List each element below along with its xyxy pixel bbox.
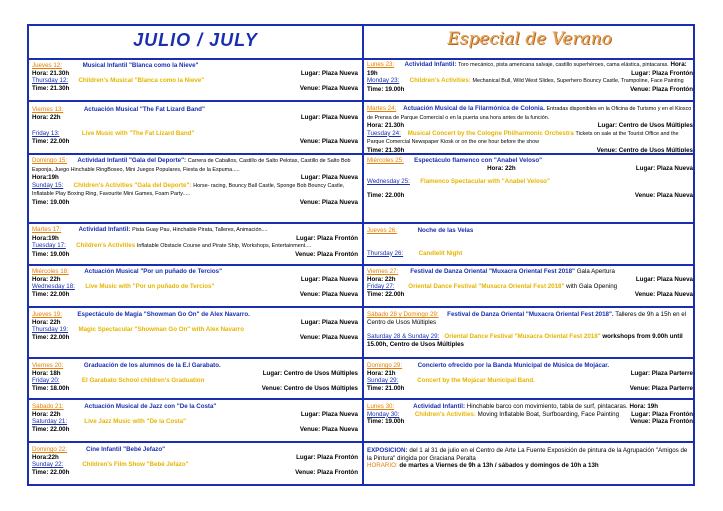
event-date-es: Viernes 27: xyxy=(367,268,399,275)
event-venue-en: Venue: Plaza Nueva xyxy=(634,290,693,298)
event-time-es: Hora: 18h xyxy=(32,369,61,377)
event-time-en: Time: 19.00h xyxy=(32,198,70,206)
event-date-es: Sábado 21: xyxy=(32,403,64,410)
event-desc-en: Inflatable Obstacle Course and Pirate Ship, Workshops, Entertainment.... xyxy=(136,243,312,250)
row-divider xyxy=(29,398,693,400)
event-venue-en: Venue: Plaza Frontón xyxy=(295,250,358,258)
event-title-en: El Garabato School children's Graduation xyxy=(81,377,205,385)
event-time-es: Hora:19h xyxy=(32,174,59,182)
event-venue-es: Lugar: Centro de Usos Múltiples xyxy=(597,122,693,130)
special-summer-title: Especial de Verano xyxy=(447,29,612,49)
event-title-en: Children's Activities xyxy=(76,242,136,250)
event-title-es: Actuación Musical "Por un puñado de Tercios" xyxy=(84,268,223,275)
row-divider xyxy=(29,100,693,102)
event-title-en: Live Music with "The Fat Lizard Band" xyxy=(81,130,195,138)
event-venue-es: Lugar: Plaza Nueva xyxy=(635,164,693,172)
event-title-es: Musical Infantil "Blanca como la Nieve" xyxy=(82,62,199,69)
row-divider xyxy=(29,58,693,60)
event-title-en: Children's Activities "Gala del Deporte": xyxy=(73,181,192,189)
event-date-en: Saturday 28 & Sunday 29: xyxy=(367,333,440,341)
event-title-es: Festival de Danza Oriental "Muxacra Oriental Fest 2018". xyxy=(447,311,614,318)
event-time-es: Hora: 22h xyxy=(32,275,61,283)
exhibition-text: del 1 al 31 de julio en el Centro de Arte La Fuente Exposición de pintura de la Agrupación "Amigos de la Pintura" dirigida por Graciana Peralta xyxy=(367,447,688,462)
calendar-frame xyxy=(27,24,695,486)
exhibition-box xyxy=(367,447,693,484)
event-venue-es: Lugar: Plaza Nueva xyxy=(300,69,358,77)
event-date-en: Monday 23: xyxy=(367,77,400,85)
event-left-4 xyxy=(32,226,358,263)
event-left-7 xyxy=(32,362,358,397)
event-venue-es: Lugar: Plaza Nueva xyxy=(300,275,358,283)
event-time-en: Time: 21.30h xyxy=(367,146,405,152)
event-date-es: Martes 24: xyxy=(367,105,397,112)
event-left-9 xyxy=(32,446,358,484)
event-venue-en: Venue: Plaza Nueva xyxy=(299,290,358,298)
event-date-en: Monday 30: xyxy=(367,410,400,418)
event-title-en: Flamenco Spectacular with "Anabel Veloso" xyxy=(420,178,550,186)
event-venue-es: Lugar: Plaza Parterre xyxy=(630,369,693,377)
event-date-en: Friday 20: xyxy=(32,377,60,385)
event-date-es: Jueves 12: xyxy=(32,62,62,69)
event-venue-es: Lugar: Plaza Nueva xyxy=(300,318,358,326)
event-date-en: Wednesday 25: xyxy=(367,178,410,186)
event-date-en: Thursday 12: xyxy=(32,77,69,85)
event-right-6 xyxy=(367,311,693,356)
event-time-es: Hora: 22h xyxy=(32,113,61,121)
event-date-es: Viernes 20: xyxy=(32,362,64,369)
event-venue-en: Venue: Plaza Nueva xyxy=(299,137,358,145)
event-desc-es: Toro mecánico, pista americana salvaje, castillo superhéroes, cama elástica, pintacaras. xyxy=(458,62,669,68)
event-date-en: Tuesday 17: xyxy=(32,242,66,250)
event-time-en: Time: 22.00h xyxy=(367,191,405,199)
event-venue-es: Lugar: Centro de Usos Múltiples xyxy=(262,369,358,377)
event-desc-en: with Gala Opening xyxy=(566,283,618,291)
event-time-en: Time: 22.00h xyxy=(32,425,70,433)
event-venue-en: Venue: Plaza Nueva xyxy=(299,198,358,206)
event-title-es: Graduación de los alumnos de la E.I Garabato. xyxy=(83,362,221,369)
event-date-es: Jueves 19: xyxy=(32,311,62,318)
event-date-es: Sábado 28 y Domingo 29: xyxy=(367,311,439,318)
event-title-es: Concierto ofrecido por la Banda Municipal de Música de Mojácar. xyxy=(417,362,610,369)
event-desc-en: Horse- racing, Bouncy Ball Castle, Sponge Bob Bouncy Castle, Inflatable Play Boxing Ring, Favourite Mini Games, Foam Party..... xyxy=(32,182,345,198)
event-date-en: Friday 13: xyxy=(32,130,60,138)
event-title-es: Espectáculo de Magia "Showman Go On" de Alex Navarro. xyxy=(77,311,250,318)
event-left-6 xyxy=(32,311,358,356)
event-date-en: Sunday 29: xyxy=(367,377,399,385)
event-desc-en: workshops from 9.00h until 15.00h, Centro de Usos Múltiples xyxy=(367,333,683,348)
event-title-en: Oriental Dance Festival "Muxacra Oriental Fest 2018" xyxy=(444,333,601,341)
event-venue-en: Venue: Centro de Usos Múltiples xyxy=(596,146,693,152)
event-title-es: Cine Infantil "Bebé Jefazo" xyxy=(86,446,166,453)
event-date-es: Domingo 29: xyxy=(367,362,403,369)
event-title-es: Actuación Musical "The Fat Lizard Band" xyxy=(83,106,205,113)
event-time-en: Time: 18.00h xyxy=(32,384,70,392)
event-venue-es: Lugar: Plaza Nueva xyxy=(635,275,693,283)
page-title: JULIO / JULY xyxy=(133,30,258,50)
event-venue-es: Lugar: Plaza Frontón xyxy=(631,69,693,77)
event-venue-es: Lugar: Plaza Nueva xyxy=(300,410,358,418)
event-time-es: Hora: 21h xyxy=(367,369,396,377)
event-time-en: Time: 19.00h xyxy=(367,418,405,426)
event-left-1 xyxy=(32,62,358,99)
event-desc-es: Entradas disponibles en la Oficina de Turismo y en el Kiosco de Prensa de Parque Comercial o en la puerta una hora antes de la función. xyxy=(367,106,692,121)
event-time-es: Hora: 21.30h xyxy=(32,69,70,77)
event-date-en: Friday 27: xyxy=(367,283,395,291)
event-time-es: Hora:19h xyxy=(32,234,59,242)
event-venue-en: Venue: Plaza Nueva xyxy=(299,333,358,341)
event-venue-en: Venue: Centro de Usos Múltiples xyxy=(261,384,358,392)
event-time-en: Time: 22.00h xyxy=(32,333,70,341)
event-time-es: Hora: 22h xyxy=(32,410,61,418)
event-desc-es: Pista Guay Pau, Hinchable Pirata, Talleres, Animación.... xyxy=(132,227,268,233)
event-date-en: Tuesday 24: xyxy=(367,129,401,137)
event-venue-en: Venue: Plaza Nueva xyxy=(299,84,358,92)
event-right-7 xyxy=(367,362,693,397)
event-venue-en: Venue: Plaza Nueva xyxy=(634,191,693,199)
event-right-1 xyxy=(367,61,693,99)
event-title-es: Festival de Danza Oriental "Muxacra Oriental Fest 2018" xyxy=(410,268,575,275)
event-time-en: Time: 22.00h xyxy=(32,137,70,145)
event-right-8 xyxy=(367,403,693,440)
event-desc-en: Moving Inflatable Boat, Surfboarding, Face Painting xyxy=(477,410,620,418)
event-time-en: Time: 19.00h xyxy=(32,250,70,258)
event-title-es: Actuación Musical de Jazz con "De la Costa" xyxy=(84,403,217,410)
event-venue-es: Lugar: Plaza Nueva xyxy=(300,174,358,182)
event-left-3 xyxy=(32,157,358,221)
schedule-text: de martes a Viernes de 9h a 13h / sábados y domingos de 10h a 13h xyxy=(399,462,599,470)
event-title-en: Children's Activities: xyxy=(414,410,476,418)
event-title-en: Concert by the Mojácar Municipal Band. xyxy=(417,377,535,385)
event-time-en: Time: 22.00h xyxy=(367,290,405,298)
event-time-es: Hora: 19h xyxy=(367,61,687,77)
event-venue-en: Venue: Plaza Parterre xyxy=(629,384,693,392)
event-time-en: Time: 19.00h xyxy=(367,85,405,93)
event-title-es: Actividad Infantil "Gala del Deporte": xyxy=(77,157,187,164)
event-time-en: Time: 21.00h xyxy=(367,384,405,392)
event-right-3 xyxy=(367,157,693,221)
event-date-en: Thursday 19: xyxy=(32,326,69,334)
event-title-en: Candlelit Night xyxy=(418,249,463,257)
exhibition-label: EXPOSICIÓN: xyxy=(367,447,408,454)
event-left-8 xyxy=(32,403,358,440)
event-date-en: Wednesday 18: xyxy=(32,283,75,291)
event-venue-es: Lugar: Plaza Nueva xyxy=(300,113,358,121)
event-time-en: Time: 21.30h xyxy=(32,84,70,92)
event-venue-en: Venue: Plaza Frontón xyxy=(630,418,693,426)
event-venue-en: Venue: Plaza Frontón xyxy=(630,85,693,93)
event-title-es: Actuación Musical de la Filarmónica de Colonia. xyxy=(403,105,545,112)
event-right-5 xyxy=(367,268,693,305)
event-date-es: Miércoles 18: xyxy=(32,268,69,275)
event-venue-es: Lugar: Plaza Frontón xyxy=(631,410,693,418)
row-divider xyxy=(29,306,693,308)
event-desc-es: Talleres de 9h a 15h en el Centro de Usos Múltiples xyxy=(367,311,687,326)
event-time-es: Hora: 19h xyxy=(629,403,659,410)
event-time-en: Time: 22.00h xyxy=(32,290,70,298)
event-title-es: Espectáculo flamenco con "Anabel Veloso" xyxy=(414,157,543,164)
event-date-en: Thursday 26: xyxy=(367,249,404,257)
row-divider xyxy=(29,222,693,224)
event-date-es: Miércoles 25: xyxy=(367,157,404,164)
row-divider xyxy=(29,264,693,266)
event-right-2 xyxy=(367,105,693,152)
schedule-label: HORARIO: xyxy=(367,462,398,470)
event-title-es: Actividad Infantil: xyxy=(78,226,131,233)
event-title-es: Actividad Infantil: xyxy=(413,403,466,410)
event-time-es: Hora: 22h xyxy=(487,164,516,172)
event-desc-es: Gala Apertura xyxy=(576,268,615,275)
event-date-es: Domingo 15: xyxy=(32,157,68,164)
row-divider xyxy=(29,153,693,155)
event-time-en: Time: 22.00h xyxy=(32,468,70,476)
event-title-en: Children's Film Show "Bebé Jefazo" xyxy=(82,461,189,469)
event-date-es: Viernes 13: xyxy=(32,106,64,113)
event-time-es: Hora: 22h xyxy=(32,318,61,326)
event-desc-es: Hinchable barco con movimiento, tabla de surf, pintacaras. xyxy=(466,403,628,410)
event-venue-en: Venue: Plaza Frontón xyxy=(295,468,358,476)
event-desc-en: Tickets on sale at the Tourist Office and the Parque Comercial Newspaper Kiosk or on the one hour before the show xyxy=(367,130,679,146)
event-time-es: Hora:22h xyxy=(32,453,59,461)
event-title-en: Magic Spectacular "Showman Go On" with Alex Navarro xyxy=(78,326,244,334)
event-title-en: Children's Musical "Blanca como la Nieve" xyxy=(78,77,205,85)
event-left-2 xyxy=(32,106,358,152)
event-title-en: Live Jazz Music with "De la Costa" xyxy=(84,418,187,426)
column-divider xyxy=(362,26,364,484)
event-title-es: Actividad Infantil: xyxy=(404,61,457,68)
event-title-en: Musical Concert by the Cologne Philharmonic Orchestra xyxy=(407,129,574,137)
event-right-4 xyxy=(367,227,693,263)
event-title-en: Children's Activities: xyxy=(409,77,471,85)
event-title-en: Live Music with "Por un puñado de Tercios" xyxy=(85,283,215,291)
row-divider xyxy=(29,441,693,443)
row-divider xyxy=(29,357,693,359)
event-date-es: Lunes 23: xyxy=(367,61,395,68)
event-date-es: Lunes 30: xyxy=(367,403,395,410)
event-venue-es: Lugar: Plaza Frontón xyxy=(296,453,358,461)
event-desc-es: Carrera de Caballos, Castillo de Salto Pelotas, Castillo de Salto Bob Esponja, Juego Hinchable RingBoxeo, Mini Juegos Populares, Fiesta de la Espuma..... xyxy=(32,158,351,173)
event-date-es: Martes 17: xyxy=(32,226,62,233)
event-date-en: Sunday 15: xyxy=(32,181,64,189)
event-time-es: Hora: 21.30h xyxy=(367,122,405,130)
event-title-en: Oriental Dance Festival "Muxacra Oriental Fest 2018" xyxy=(408,283,565,291)
event-desc-en: Mechanical Bull, Wild West Slides, Superhero Bouncy Castle, Trampoline, Face Painting xyxy=(472,78,684,85)
event-date-en: Saturday 21: xyxy=(32,418,68,426)
event-date-es: Jueves 26: xyxy=(367,227,397,234)
event-left-5 xyxy=(32,268,358,305)
event-time-es: Hora: 22h xyxy=(367,275,396,283)
event-date-es: Domingo 22: xyxy=(32,446,68,453)
event-title-es: Noche de las Velas xyxy=(417,227,474,234)
event-date-en: Sunday 22: xyxy=(32,461,64,469)
event-venue-en: Venue: Plaza Nueva xyxy=(299,425,358,433)
event-venue-es: Lugar: Plaza Frontón xyxy=(296,234,358,242)
